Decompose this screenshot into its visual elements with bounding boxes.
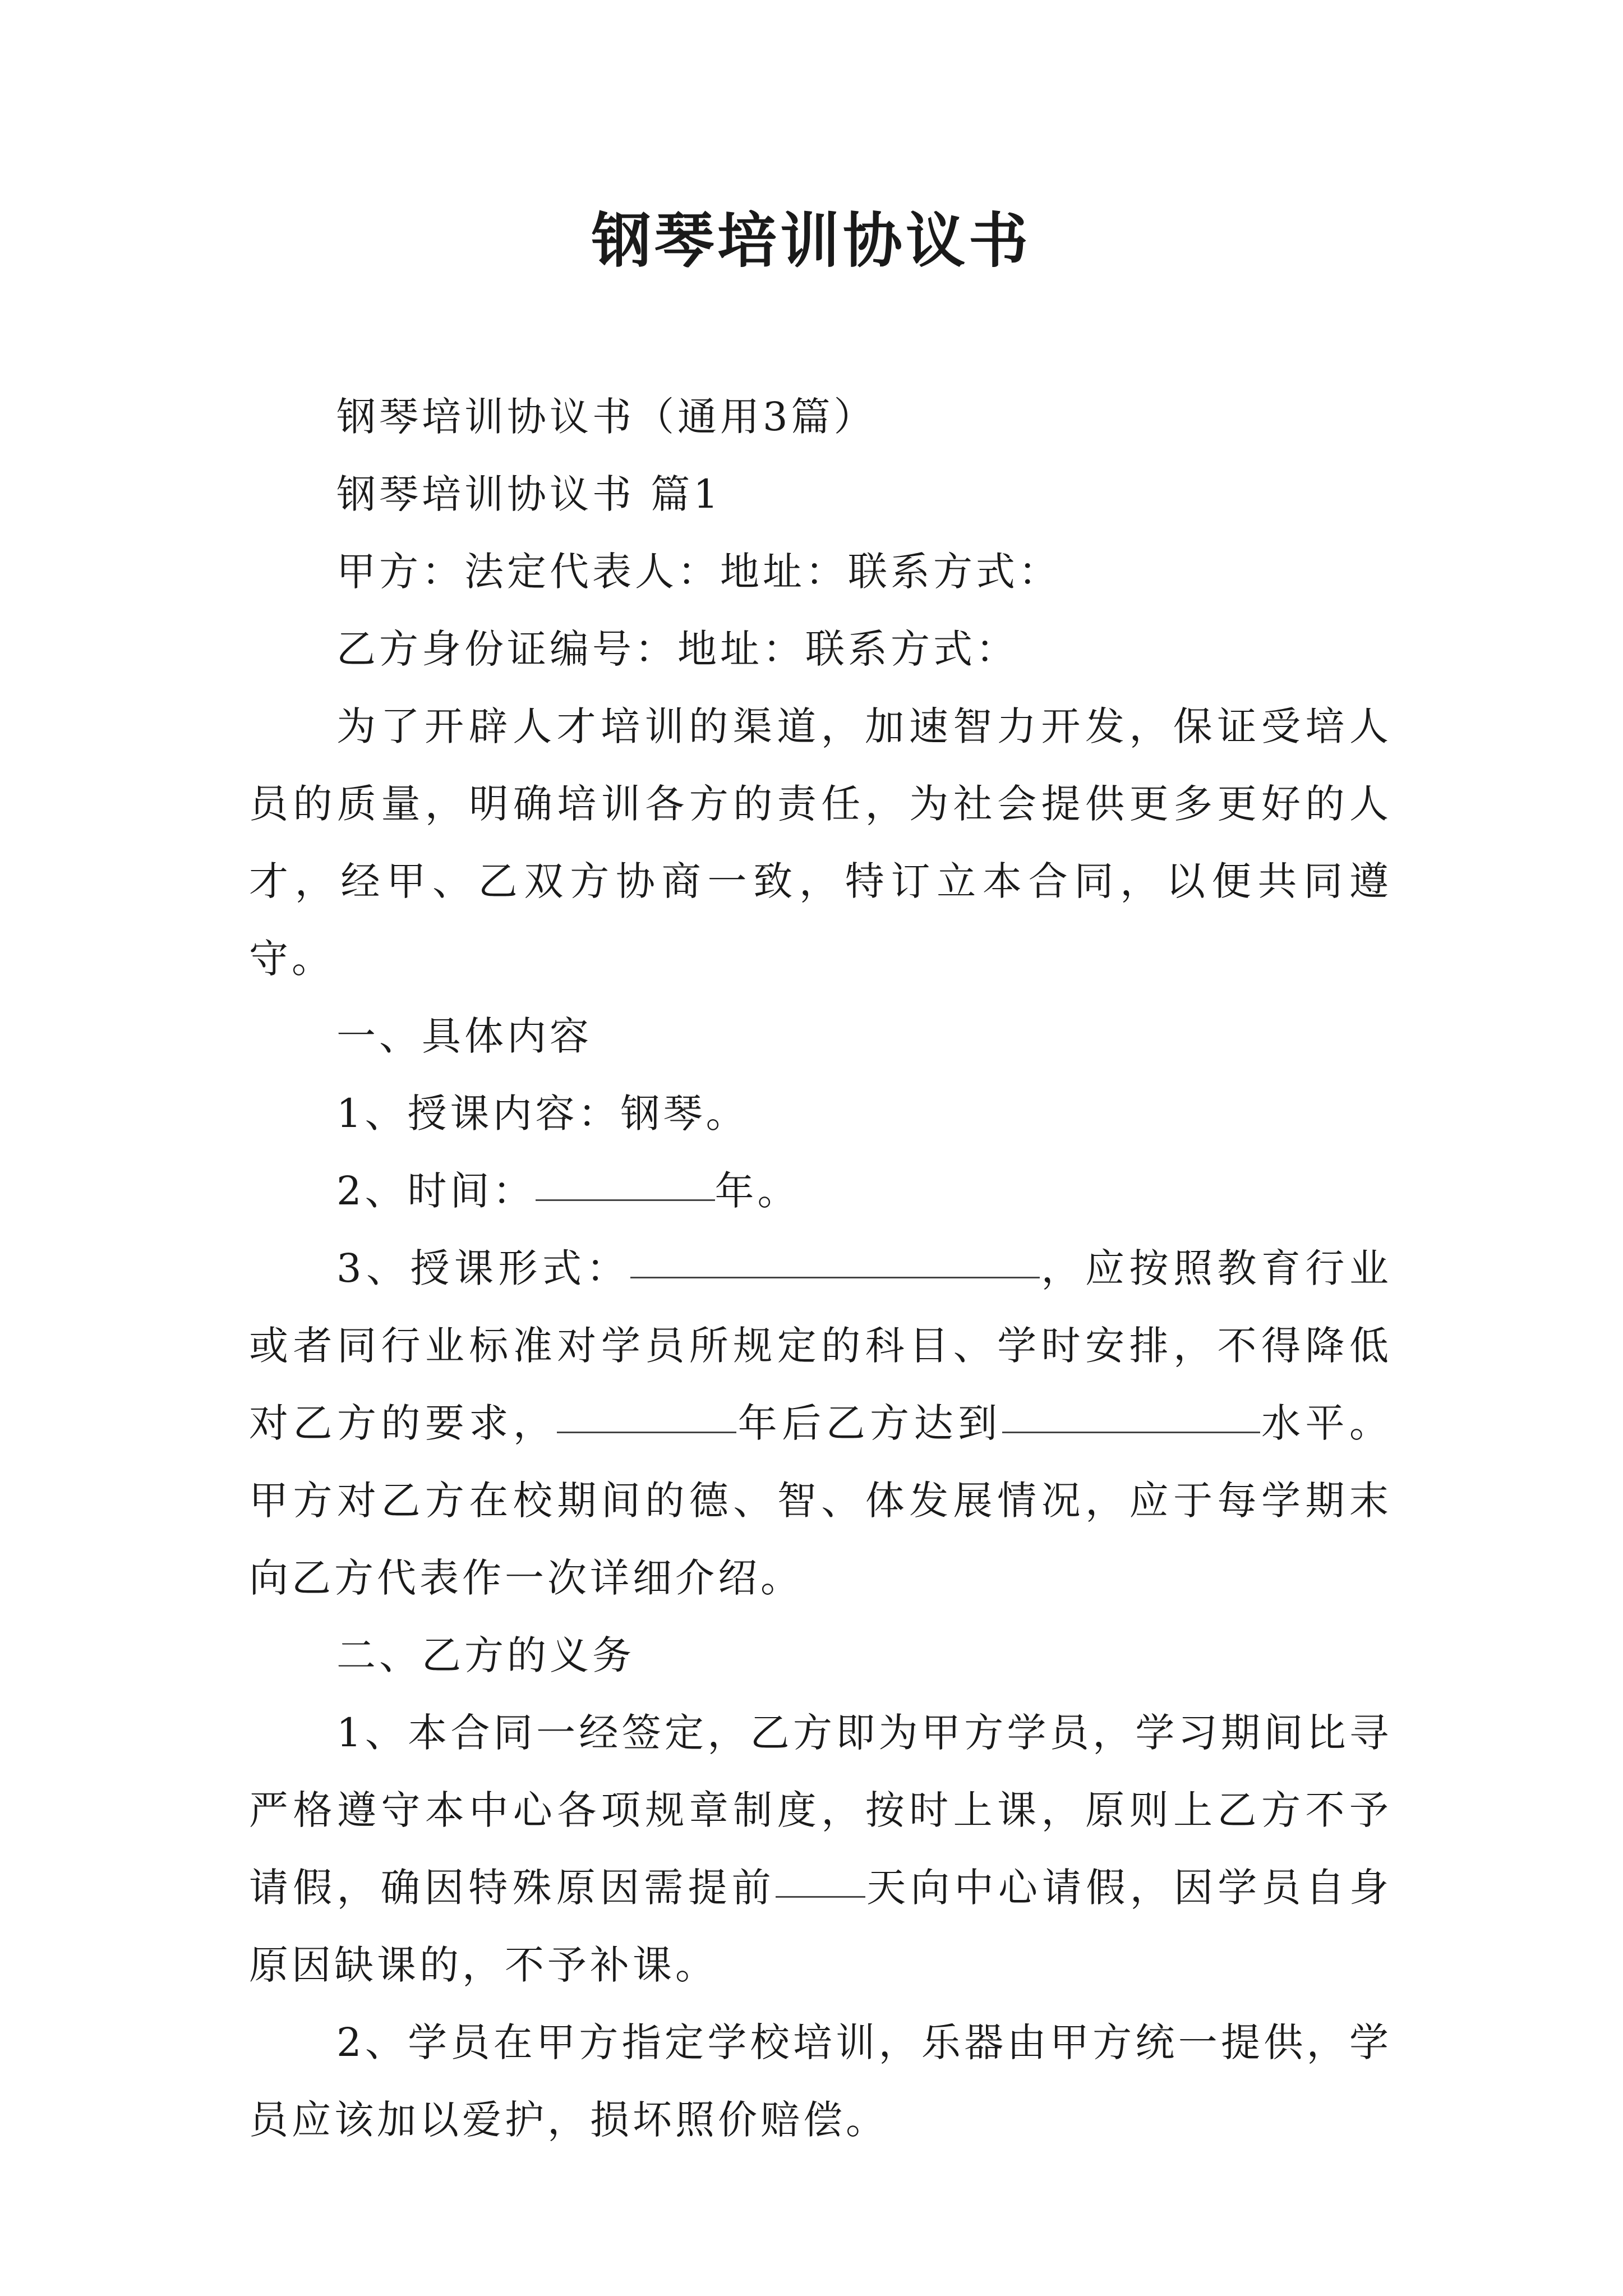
paragraph-text: 年。: [714, 1168, 800, 1214]
paragraph-text: 为了开辟人才培训的渠道，加速智力开发，保证受培人员的质量，明确培训各方的责任，为社会提供更多更好的人才，经甲、乙双方协商一致，特订立本合同，以便共同遵守。: [249, 703, 1392, 982]
document-body: [249, 378, 1392, 2159]
paragraph-duration: [249, 1152, 1392, 1230]
paragraph-text: 2、学员在甲方指定学校培训，乐器由甲方统一提供，学员应该加以爱护，损坏照价赔偿。: [249, 2019, 1392, 2143]
paragraph-obligation-1: [249, 1694, 1392, 2004]
paragraph-course-content: [249, 1075, 1392, 1152]
heading-text: 二、乙方的义务: [336, 1632, 635, 1678]
paragraph-section-title: [249, 455, 1392, 533]
paragraph-text: 乙方身份证编号：地址：联系方式：: [336, 626, 1018, 672]
paragraph-text: 年后乙方达到: [736, 1400, 1002, 1446]
paragraph-text: 水平。甲方对乙方在校期间的德、智、体发展情况，应于每学期末向乙方代表作一次详细介绍。: [249, 1400, 1393, 1601]
document-title: 钢琴培训协议书: [592, 205, 1031, 275]
paragraph-text: 1、授课内容：钢琴。: [336, 1091, 749, 1137]
paragraph-obligation-2: [249, 2004, 1392, 2159]
fill-in-blank: [630, 1237, 1040, 1278]
fill-in-blank: [536, 1160, 715, 1201]
paragraph-text: 钢琴培训协议书（通用3篇）: [336, 394, 877, 440]
paragraph-party-b: [249, 610, 1392, 688]
fill-in-blank: [557, 1392, 736, 1433]
paragraph-text: 钢琴培训协议书 篇1: [336, 471, 722, 517]
paragraph-teaching-form: [249, 1230, 1392, 1617]
paragraph-subtitle: [249, 378, 1392, 455]
heading-specific-content: [249, 997, 1392, 1075]
paragraph-party-a: [249, 533, 1392, 610]
heading-party-b-obligations: [249, 1617, 1392, 1694]
paragraph-text: 天向中心请假，因学员自身原因缺课的，不予补课。: [249, 1865, 1392, 1988]
paragraph-purpose: [249, 688, 1392, 997]
paragraph-text: 1、本合同一经签定，乙方即为甲方学员，学习期间比寻严格遵守本中心各项规章制度，按时上课，原则上乙方不予请假，确因特殊原因需提前: [249, 1710, 1392, 1911]
heading-text: 一、具体内容: [336, 1013, 592, 1059]
paragraph-text: 甲方：法定代表人：地址：联系方式：: [336, 549, 1061, 595]
paragraph-text: 3、授课形式：: [336, 1245, 631, 1291]
fill-in-blank: [1002, 1392, 1260, 1433]
paragraph-text: 2、时间：: [336, 1168, 536, 1214]
paragraph-text: ，应按照教育行业或者同行业标准对学员所规定的科目、学时安排，不得降低对乙方的要求，: [249, 1245, 1392, 1446]
fill-in-blank: [776, 1857, 865, 1898]
